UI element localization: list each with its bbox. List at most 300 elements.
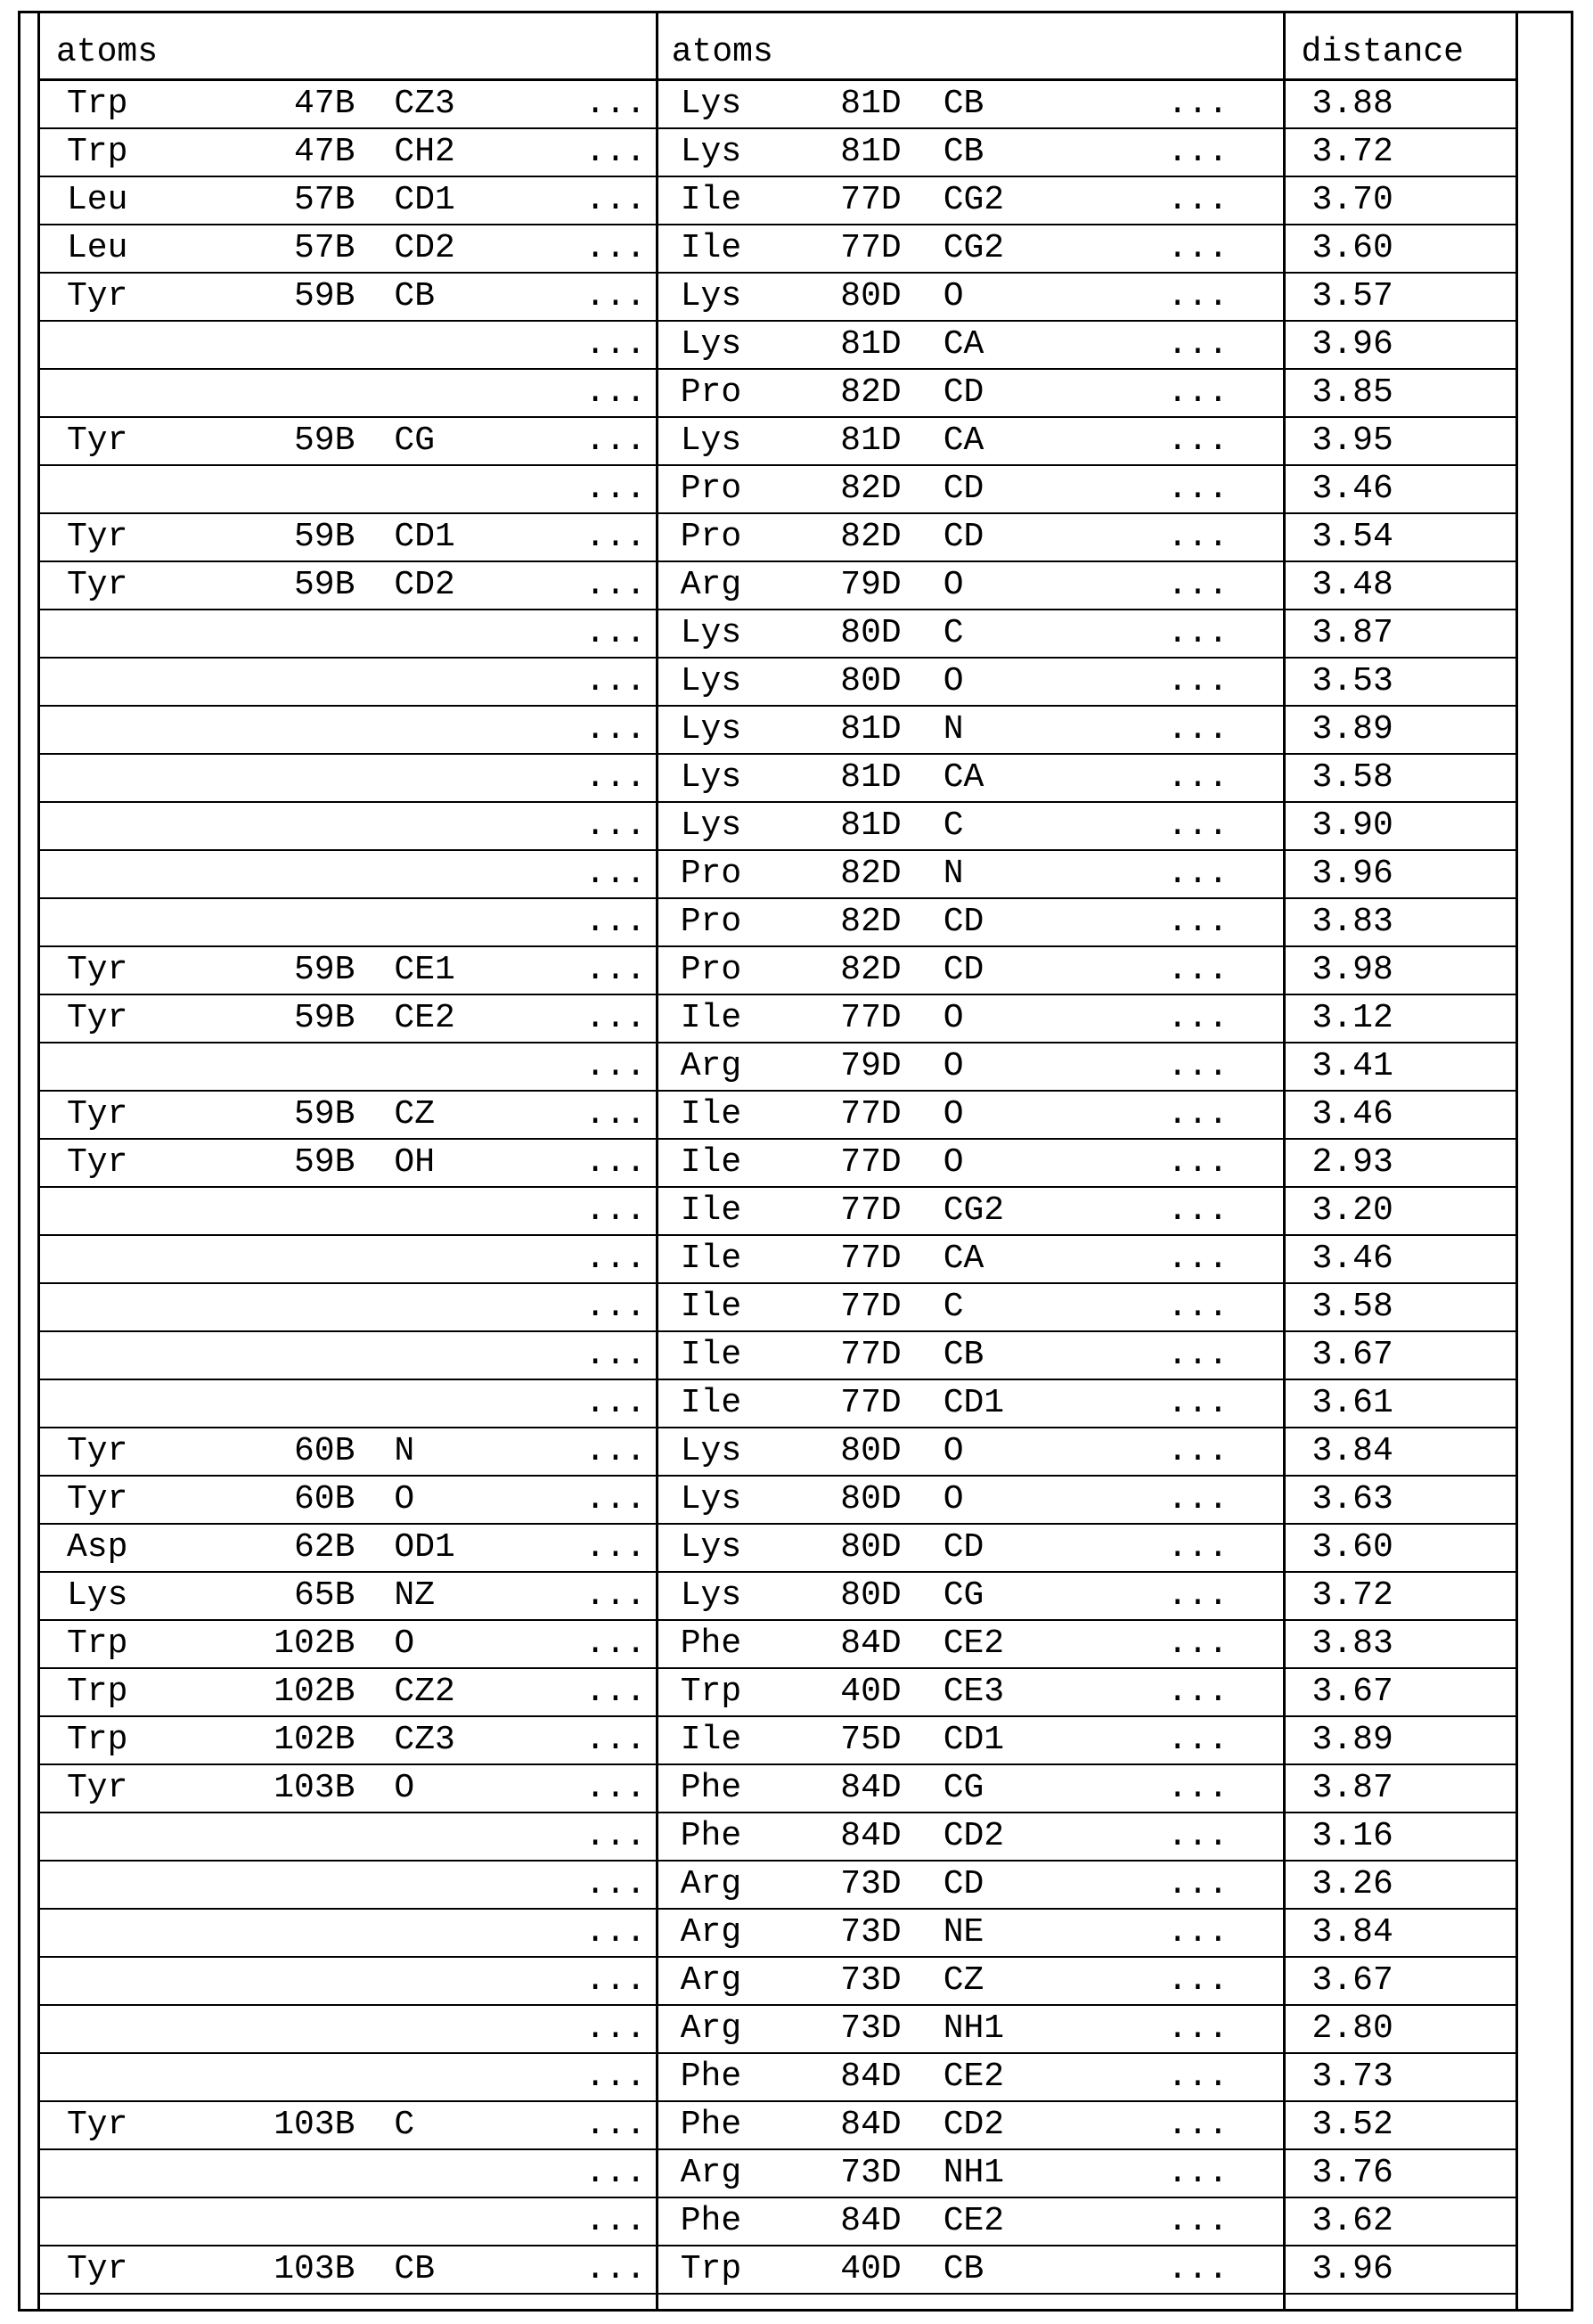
cell-atom-right: CD1 <box>903 1379 1155 1428</box>
cell-residue-left: Trp <box>39 1620 245 1668</box>
table-row <box>39 176 1517 225</box>
cell-resnum-right: 84D <box>818 2101 903 2149</box>
cell-resnum-left: 102B <box>245 1716 357 1764</box>
cell-distance: 3.67 <box>1284 1957 1516 2005</box>
cell-dots-right: ... <box>1154 80 1284 128</box>
cell-residue-right: Ile <box>657 1379 818 1428</box>
cell-resnum-right: 82D <box>818 369 903 417</box>
cell-resnum-right: 82D <box>818 946 903 994</box>
cell-dots-right: ... <box>1154 561 1284 610</box>
table-row <box>39 1235 1517 1283</box>
cell-distance: 3.87 <box>1284 1764 1516 1813</box>
cell-resnum-left <box>245 1861 357 1909</box>
cell-atom-left: CZ <box>356 1091 571 1139</box>
cell-dots-left: ... <box>572 80 658 128</box>
column-header-atoms-right: atoms <box>657 12 1284 80</box>
cell-dots-left: ... <box>572 2005 658 2053</box>
cell-residue-right: Ile <box>657 1716 818 1764</box>
cell-atom-right: CD <box>903 369 1155 417</box>
cell-residue-left: Trp <box>39 128 245 176</box>
cell-resnum-left <box>245 1957 357 2005</box>
cell-distance <box>1284 2294 1516 2311</box>
contacts-table <box>37 11 1518 2310</box>
cell-residue-left: Trp <box>39 80 245 128</box>
cell-atom-right: CD1 <box>903 1716 1155 1764</box>
table-row <box>39 1572 1517 1620</box>
cell-dots-right: ... <box>1154 1428 1284 1476</box>
table-row <box>39 994 1517 1043</box>
cell-atom-left <box>356 2197 571 2246</box>
cell-resnum-left <box>245 1379 357 1428</box>
cell-resnum-right: 82D <box>818 898 903 946</box>
cell-residue-right: Lys <box>657 802 818 850</box>
cell-resnum-left: 59B <box>245 946 357 994</box>
cell-distance: 3.60 <box>1284 225 1516 273</box>
table-body <box>39 80 1517 2294</box>
cell-dots-right: ... <box>1154 2005 1284 2053</box>
cell-resnum-left <box>245 321 357 369</box>
cell-dots-left: ... <box>572 1909 658 1957</box>
cell-resnum-right: 77D <box>818 1187 903 1235</box>
cell-residue-right: Lys <box>657 754 818 802</box>
cell-residue-left <box>39 610 245 658</box>
table-row <box>39 1476 1517 1524</box>
table-row <box>39 754 1517 802</box>
cell-resnum-right <box>818 2294 903 2311</box>
cell-dots-left: ... <box>572 1331 658 1379</box>
cell-dots-left: ... <box>572 1091 658 1139</box>
cell-dots-right: ... <box>1154 1957 1284 2005</box>
cell-dots-right: ... <box>1154 321 1284 369</box>
cell-resnum-left: 59B <box>245 561 357 610</box>
cell-atom-left <box>356 2005 571 2053</box>
cell-dots-right: ... <box>1154 1716 1284 1764</box>
cell-resnum-left <box>245 2149 357 2197</box>
cell-dots-right: ... <box>1154 1139 1284 1187</box>
table-row <box>39 1283 1517 1331</box>
cell-resnum-right: 79D <box>818 1043 903 1091</box>
cell-resnum-right: 80D <box>818 610 903 658</box>
cell-resnum-left <box>245 2053 357 2101</box>
cell-distance: 3.46 <box>1284 1235 1516 1283</box>
cell-resnum-right: 80D <box>818 273 903 321</box>
cell-atom-right: NH1 <box>903 2005 1155 2053</box>
cell-atom-right: CD <box>903 465 1155 513</box>
cell-resnum-left: 102B <box>245 1620 357 1668</box>
cell-resnum-right: 81D <box>818 80 903 128</box>
cell-dots-left: ... <box>572 1235 658 1283</box>
cell-dots-right: ... <box>1154 610 1284 658</box>
cell-resnum-right: 73D <box>818 1909 903 1957</box>
cell-residue-right: Phe <box>657 2053 818 2101</box>
table-row <box>39 850 1517 898</box>
cell-atom-right: CA <box>903 417 1155 465</box>
cell-distance: 3.95 <box>1284 417 1516 465</box>
cell-dots-right: ... <box>1154 850 1284 898</box>
cell-dots-right: ... <box>1154 1764 1284 1813</box>
cell-resnum-right: 77D <box>818 1139 903 1187</box>
cell-residue-left: Tyr <box>39 1476 245 1524</box>
table-region <box>37 11 1527 2310</box>
cell-residue-left <box>39 1331 245 1379</box>
cell-residue-left <box>39 465 245 513</box>
cell-dots-right: ... <box>1154 128 1284 176</box>
cell-resnum-right: 84D <box>818 1620 903 1668</box>
cell-dots-left: ... <box>572 273 658 321</box>
cell-atom-left: NZ <box>356 1572 571 1620</box>
cell-resnum-left <box>245 1283 357 1331</box>
cell-distance: 3.76 <box>1284 2149 1516 2197</box>
cell-resnum-right: 40D <box>818 1668 903 1716</box>
cell-resnum-left <box>245 2197 357 2246</box>
cell-residue-right: Lys <box>657 1476 818 1524</box>
cell-residue-left: Trp <box>39 1668 245 1716</box>
column-header-distance: distance <box>1284 12 1516 80</box>
cell-dots-left: ... <box>572 1187 658 1235</box>
cell-distance: 3.96 <box>1284 321 1516 369</box>
cell-dots-left: ... <box>572 1668 658 1716</box>
cell-atom-left <box>356 465 571 513</box>
cell-dots-right: ... <box>1154 417 1284 465</box>
cell-atom-right: CA <box>903 321 1155 369</box>
cell-resnum-right: 81D <box>818 128 903 176</box>
cell-atom-right: CD <box>903 1524 1155 1572</box>
cell-atom-left <box>356 706 571 754</box>
cell-residue-left <box>39 2294 245 2311</box>
cell-distance: 3.12 <box>1284 994 1516 1043</box>
cell-dots-right: ... <box>1154 1813 1284 1861</box>
cell-resnum-left: 60B <box>245 1428 357 1476</box>
cell-distance: 2.93 <box>1284 1139 1516 1187</box>
cell-resnum-right: 81D <box>818 802 903 850</box>
cell-resnum-right: 73D <box>818 1957 903 2005</box>
table-row <box>39 1957 1517 2005</box>
cell-atom-right: O <box>903 1091 1155 1139</box>
cell-resnum-left <box>245 610 357 658</box>
cell-atom-left: CZ3 <box>356 80 571 128</box>
table-row <box>39 1428 1517 1476</box>
table-row <box>39 225 1517 273</box>
cell-atom-right: CG2 <box>903 225 1155 273</box>
cell-dots-left: ... <box>572 1476 658 1524</box>
cell-residue-right: Lys <box>657 273 818 321</box>
table-row <box>39 706 1517 754</box>
cell-atom-right <box>903 2294 1155 2311</box>
cell-residue-left: Tyr <box>39 2246 245 2294</box>
cell-residue-left <box>39 1813 245 1861</box>
table-row <box>39 1620 1517 1668</box>
cell-atom-right: N <box>903 706 1155 754</box>
cell-resnum-right: 77D <box>818 225 903 273</box>
cell-dots-left: ... <box>572 513 658 561</box>
cell-atom-right: CB <box>903 128 1155 176</box>
cell-dots-left: ... <box>572 1764 658 1813</box>
cell-dots-right: ... <box>1154 2053 1284 2101</box>
cell-resnum-left <box>245 1813 357 1861</box>
cell-distance: 3.48 <box>1284 561 1516 610</box>
cell-residue-right: Pro <box>657 465 818 513</box>
cell-atom-right: CD2 <box>903 1813 1155 1861</box>
cell-atom-left: C <box>356 2101 571 2149</box>
cell-residue-right: Arg <box>657 1957 818 2005</box>
cell-atom-right: O <box>903 1428 1155 1476</box>
cell-resnum-left: 103B <box>245 2101 357 2149</box>
cell-atom-right: CA <box>903 1235 1155 1283</box>
table-row <box>39 273 1517 321</box>
cell-residue-right: Pro <box>657 898 818 946</box>
cell-residue-left: Tyr <box>39 1139 245 1187</box>
cell-residue-left: Lys <box>39 1572 245 1620</box>
cell-resnum-right: 81D <box>818 417 903 465</box>
table-row <box>39 1139 1517 1187</box>
cell-atom-left <box>356 658 571 706</box>
cell-resnum-left <box>245 2005 357 2053</box>
cell-atom-left <box>356 1957 571 2005</box>
table-row <box>39 561 1517 610</box>
cell-residue-left: Trp <box>39 1716 245 1764</box>
cell-dots-left: ... <box>572 2053 658 2101</box>
cell-atom-right: C <box>903 802 1155 850</box>
cell-resnum-right: 84D <box>818 1813 903 1861</box>
cell-residue-left <box>39 2053 245 2101</box>
table-row <box>39 128 1517 176</box>
cell-distance: 3.72 <box>1284 1572 1516 1620</box>
cell-residue-left <box>39 1909 245 1957</box>
table-row <box>39 1716 1517 1764</box>
cell-residue-right: Pro <box>657 850 818 898</box>
cell-residue-right: Lys <box>657 706 818 754</box>
cell-resnum-left <box>245 658 357 706</box>
table-row <box>39 369 1517 417</box>
table-row <box>39 2246 1517 2294</box>
cell-resnum-right: 84D <box>818 2197 903 2246</box>
cell-resnum-left: 62B <box>245 1524 357 1572</box>
cell-dots-right: ... <box>1154 1476 1284 1524</box>
cell-atom-right: CD <box>903 513 1155 561</box>
cell-dots-left: ... <box>572 1620 658 1668</box>
table-row <box>39 1861 1517 1909</box>
cell-resnum-right: 81D <box>818 321 903 369</box>
cell-resnum-right: 80D <box>818 1428 903 1476</box>
cell-atom-left <box>356 898 571 946</box>
cell-distance: 3.84 <box>1284 1428 1516 1476</box>
cell-residue-left: Tyr <box>39 2101 245 2149</box>
cell-residue-right: Lys <box>657 1428 818 1476</box>
cell-residue-right: Pro <box>657 513 818 561</box>
cell-resnum-right: 77D <box>818 1283 903 1331</box>
cell-resnum-left: 47B <box>245 128 357 176</box>
cell-resnum-left <box>245 1187 357 1235</box>
cell-distance: 3.46 <box>1284 1091 1516 1139</box>
cell-atom-right: CE2 <box>903 2197 1155 2246</box>
cell-atom-right: N <box>903 850 1155 898</box>
cell-residue-left: Tyr <box>39 1091 245 1139</box>
cell-atom-right: CG <box>903 1572 1155 1620</box>
cell-distance: 2.80 <box>1284 2005 1516 2053</box>
cell-resnum-left <box>245 1909 357 1957</box>
table-row <box>39 946 1517 994</box>
cell-resnum-right: 75D <box>818 1716 903 1764</box>
cell-atom-left <box>356 754 571 802</box>
table-row <box>39 1813 1517 1861</box>
cell-distance: 3.88 <box>1284 80 1516 128</box>
cell-distance: 3.83 <box>1284 1620 1516 1668</box>
cell-resnum-left: 59B <box>245 513 357 561</box>
cell-dots-right: ... <box>1154 2149 1284 2197</box>
cell-resnum-left: 59B <box>245 273 357 321</box>
cell-distance: 3.60 <box>1284 1524 1516 1572</box>
cell-resnum-right: 81D <box>818 754 903 802</box>
cell-residue-right: Phe <box>657 1813 818 1861</box>
cell-atom-right: O <box>903 1476 1155 1524</box>
table-row <box>39 1524 1517 1572</box>
cell-dots-right: ... <box>1154 1091 1284 1139</box>
cell-atom-left <box>356 1331 571 1379</box>
cell-dots-left: ... <box>572 465 658 513</box>
cell-distance: 3.73 <box>1284 2053 1516 2101</box>
cell-atom-left <box>356 2294 571 2311</box>
cell-atom-left: CB <box>356 273 571 321</box>
cell-residue-left: Tyr <box>39 946 245 994</box>
cell-atom-right: O <box>903 1043 1155 1091</box>
cell-atom-left: CD2 <box>356 561 571 610</box>
cell-residue-left <box>39 1187 245 1235</box>
cell-residue-right: Ile <box>657 1235 818 1283</box>
cell-resnum-left: 103B <box>245 2246 357 2294</box>
cell-atom-left: CE2 <box>356 994 571 1043</box>
cell-distance: 3.84 <box>1284 1909 1516 1957</box>
cell-atom-right: CB <box>903 1331 1155 1379</box>
cell-resnum-right: 84D <box>818 1764 903 1813</box>
cell-dots-left: ... <box>572 1716 658 1764</box>
cell-residue-left: Tyr <box>39 417 245 465</box>
cell-dots-left: ... <box>572 1957 658 2005</box>
cell-residue-left <box>39 2005 245 2053</box>
cell-resnum-right: 80D <box>818 1524 903 1572</box>
cell-residue-left <box>39 1957 245 2005</box>
cell-atom-left <box>356 610 571 658</box>
cell-atom-right: CE3 <box>903 1668 1155 1716</box>
cell-resnum-right: 80D <box>818 1476 903 1524</box>
cell-dots-right: ... <box>1154 1620 1284 1668</box>
cell-residue-left <box>39 1043 245 1091</box>
cell-distance: 3.87 <box>1284 610 1516 658</box>
cell-residue-left: Tyr <box>39 994 245 1043</box>
cell-distance: 3.52 <box>1284 2101 1516 2149</box>
cell-atom-right: O <box>903 1139 1155 1187</box>
cell-dots-left: ... <box>572 128 658 176</box>
cell-distance: 3.70 <box>1284 176 1516 225</box>
cell-resnum-left: 57B <box>245 176 357 225</box>
cell-atom-right: CD2 <box>903 2101 1155 2149</box>
cell-dots-right: ... <box>1154 176 1284 225</box>
cell-resnum-left <box>245 898 357 946</box>
cell-residue-right: Lys <box>657 658 818 706</box>
cell-distance: 3.67 <box>1284 1331 1516 1379</box>
cell-atom-right: CD <box>903 898 1155 946</box>
cell-resnum-left: 59B <box>245 1139 357 1187</box>
cell-resnum-left: 60B <box>245 1476 357 1524</box>
cell-residue-right: Phe <box>657 1764 818 1813</box>
cell-dots-right: ... <box>1154 946 1284 994</box>
cell-residue-right: Ile <box>657 225 818 273</box>
cell-dots-left: ... <box>572 1572 658 1620</box>
table-row <box>39 2197 1517 2246</box>
cell-resnum-right: 77D <box>818 1379 903 1428</box>
cell-resnum-right: 82D <box>818 850 903 898</box>
cell-dots-right: ... <box>1154 369 1284 417</box>
table-row <box>39 898 1517 946</box>
cell-atom-left: OH <box>356 1139 571 1187</box>
cell-dots-right: ... <box>1154 1235 1284 1283</box>
cell-dots-left: ... <box>572 2101 658 2149</box>
cell-distance: 3.58 <box>1284 1283 1516 1331</box>
cell-dots-right: ... <box>1154 1524 1284 1572</box>
cell-atom-right: CB <box>903 2246 1155 2294</box>
cell-residue-left: Leu <box>39 225 245 273</box>
cell-dots-left: ... <box>572 994 658 1043</box>
table-row <box>39 1379 1517 1428</box>
table-row <box>39 321 1517 369</box>
cell-dots-left: ... <box>572 1043 658 1091</box>
cell-resnum-left <box>245 2294 357 2311</box>
table-row <box>39 417 1517 465</box>
cell-resnum-left <box>245 1043 357 1091</box>
cell-distance: 3.89 <box>1284 1716 1516 1764</box>
cell-atom-right: O <box>903 561 1155 610</box>
cell-atom-left <box>356 1235 571 1283</box>
cell-resnum-right: 77D <box>818 176 903 225</box>
cell-dots-right: ... <box>1154 754 1284 802</box>
cell-dots-left: ... <box>572 225 658 273</box>
cell-residue-right: Lys <box>657 1524 818 1572</box>
cell-atom-left <box>356 1379 571 1428</box>
cell-distance: 3.85 <box>1284 369 1516 417</box>
table-row <box>39 80 1517 128</box>
cell-dots-left: ... <box>572 802 658 850</box>
cell-atom-left: CD1 <box>356 176 571 225</box>
cell-atom-left <box>356 802 571 850</box>
cell-residue-right: Arg <box>657 561 818 610</box>
cell-residue-right: Arg <box>657 2149 818 2197</box>
cell-dots-right: ... <box>1154 658 1284 706</box>
cell-dots-left: ... <box>572 706 658 754</box>
cell-residue-left <box>39 706 245 754</box>
table-row <box>39 802 1517 850</box>
table-row <box>39 610 1517 658</box>
cell-residue-left: Tyr <box>39 561 245 610</box>
cell-dots-left: ... <box>572 1139 658 1187</box>
cell-dots-right: ... <box>1154 1187 1284 1235</box>
cell-dots-right: ... <box>1154 1572 1284 1620</box>
table-row <box>39 1909 1517 1957</box>
cell-residue-right: Ile <box>657 1331 818 1379</box>
cell-resnum-left <box>245 850 357 898</box>
cell-atom-left <box>356 369 571 417</box>
cell-residue-left <box>39 2149 245 2197</box>
cell-atom-left: CZ2 <box>356 1668 571 1716</box>
cell-distance: 3.26 <box>1284 1861 1516 1909</box>
cell-atom-right: CE2 <box>903 2053 1155 2101</box>
cell-atom-right: NE <box>903 1909 1155 1957</box>
cell-dots-right: ... <box>1154 273 1284 321</box>
cell-dots-left: ... <box>572 417 658 465</box>
cell-dots-right: ... <box>1154 994 1284 1043</box>
cell-resnum-right: 77D <box>818 994 903 1043</box>
cell-resnum-left: 59B <box>245 1091 357 1139</box>
cell-resnum-right: 84D <box>818 2053 903 2101</box>
cell-atom-left: O <box>356 1764 571 1813</box>
